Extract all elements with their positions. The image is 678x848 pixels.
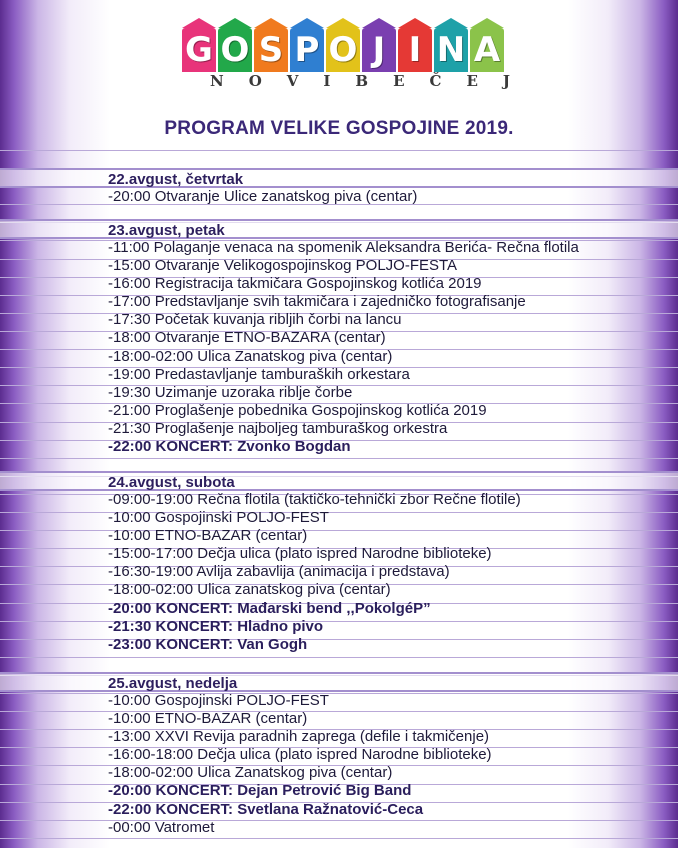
logo-subtitle-letter: V bbox=[286, 72, 299, 90]
concert-event: -22:00 KONCERT: Svetlana Ražnatović-Ceca bbox=[108, 800, 424, 818]
logo-letter: O bbox=[218, 28, 252, 72]
day-header: 25.avgust, nedelja bbox=[0, 672, 678, 692]
event-item: -19:30 Uzimanje uzoraka riblje čorbe bbox=[108, 383, 353, 401]
event-item: -10:00 Gospojinski POLJO-FEST bbox=[108, 692, 329, 709]
day-section-25-avgust bbox=[0, 672, 678, 837]
event-item: -18:00-02:00 Ulica zanatskog piva (centar) bbox=[108, 581, 391, 599]
ruled-line bbox=[0, 150, 678, 151]
event-item: -18:00-02:00 Ulica Zanatskog piva (centar) bbox=[108, 764, 393, 782]
event-item: -15:00 Otvaranje Velikogospojinskog POLJO-FESTA bbox=[108, 257, 458, 275]
ruled-line bbox=[0, 458, 678, 459]
event-item: -09:00-19:00 Rečna flotila (taktičko-tehnički zbor Rečne flotile) bbox=[108, 491, 521, 508]
event-item: -18:00 Otvaranje ETNO-BAZARA (centar) bbox=[108, 329, 386, 347]
logo-letter: P bbox=[290, 28, 324, 72]
event-item: -10:00 ETNO-BAZAR (centar) bbox=[108, 527, 308, 545]
event-item: -16:00 Registracija takmičara Gospojinskog kotlića 2019 bbox=[108, 275, 482, 293]
logo-wordmark bbox=[182, 12, 504, 72]
event-item: -15:00-17:00 Dečja ulica (plato ispred Narodne biblioteke) bbox=[108, 545, 492, 563]
logo-subtitle-letter: N bbox=[210, 72, 224, 90]
day-section-22-avgust bbox=[0, 168, 678, 206]
day-header: 24.avgust, subota bbox=[0, 471, 678, 491]
event-item: -17:00 Predstavljanje svih takmičara i zajedničko fotografisanje bbox=[108, 293, 526, 311]
logo-letter: O bbox=[326, 28, 360, 72]
logo-letter: I bbox=[398, 28, 432, 72]
day-section-23-avgust bbox=[0, 219, 678, 456]
logo-letter: J bbox=[362, 28, 396, 72]
concert-event: -23:00 KONCERT: Van Gogh bbox=[108, 635, 308, 653]
logo-letter: A bbox=[470, 28, 504, 72]
day-section-24-avgust bbox=[0, 471, 678, 654]
event-item: -17:30 Početak kuvanja ribljih čorbi na lancu bbox=[108, 311, 402, 329]
event-item: -21:00 Proglašenje pobednika Gospojinskog kotlića 2019 bbox=[108, 401, 487, 419]
logo-letter: G bbox=[182, 28, 216, 72]
concert-event: -22:00 KONCERT: Zvonko Bogdan bbox=[108, 438, 351, 456]
logo-subtitle-letter: Č bbox=[429, 72, 442, 90]
logo-letter: S bbox=[254, 28, 288, 72]
day-header: 22.avgust, četvrtak bbox=[0, 168, 678, 188]
event-item: -11:00 Polaganje venaca na spomenik Aleksandra Berića- Rečna flotila bbox=[108, 239, 579, 256]
logo-subtitle-letter: O bbox=[248, 72, 262, 90]
ruled-line bbox=[0, 838, 678, 839]
logo-letter: N bbox=[434, 28, 468, 72]
event-item: -00:00 Vatromet bbox=[108, 818, 215, 836]
concert-event: -20:00 KONCERT: Mađarski bend ,,PokolgéP” bbox=[108, 599, 431, 617]
ruled-line bbox=[0, 657, 678, 658]
page-title: PROGRAM VELIKE GOSPOJINE 2019. bbox=[164, 118, 514, 139]
event-item: -16:30-19:00 Avlija zabavlija (animacija i predstava) bbox=[108, 563, 450, 581]
logo-subtitle-letter: E bbox=[466, 72, 478, 90]
day-header: 23.avgust, petak bbox=[0, 219, 678, 239]
logo-subtitle-letter: B bbox=[355, 72, 369, 90]
concert-event: -21:30 KONCERT: Hladno pivo bbox=[108, 617, 324, 635]
logo-subtitle-letter: J bbox=[502, 72, 510, 90]
event-item: -20:00 Otvaranje Ulice zanatskog piva (centar) bbox=[108, 188, 418, 205]
gospojina-logo bbox=[170, 0, 510, 100]
event-item: -16:00-18:00 Dečja ulica (plato ispred Narodne biblioteke) bbox=[108, 746, 492, 764]
event-item: -18:00-02:00 Ulica Zanatskog piva (centar) bbox=[108, 347, 393, 365]
event-item: -10:00 ETNO-BAZAR (centar) bbox=[108, 710, 308, 728]
logo-subtitle-letter: I bbox=[323, 72, 331, 90]
logo-subtitle bbox=[210, 72, 510, 90]
event-item: -19:00 Predastavljanje tamburaških orkestara bbox=[108, 365, 410, 383]
event-item: -21:30 Proglašenje najboljeg tamburaškog orkestra bbox=[108, 419, 448, 437]
event-item: -13:00 XXVI Revija paradnih zaprega (defile i takmičenje) bbox=[108, 728, 490, 746]
logo-subtitle-letter: E bbox=[393, 72, 405, 90]
event-item: -10:00 Gospojinski POLJO-FEST bbox=[108, 509, 329, 527]
concert-event: -20:00 KONCERT: Dejan Petrović Big Band bbox=[108, 782, 412, 800]
